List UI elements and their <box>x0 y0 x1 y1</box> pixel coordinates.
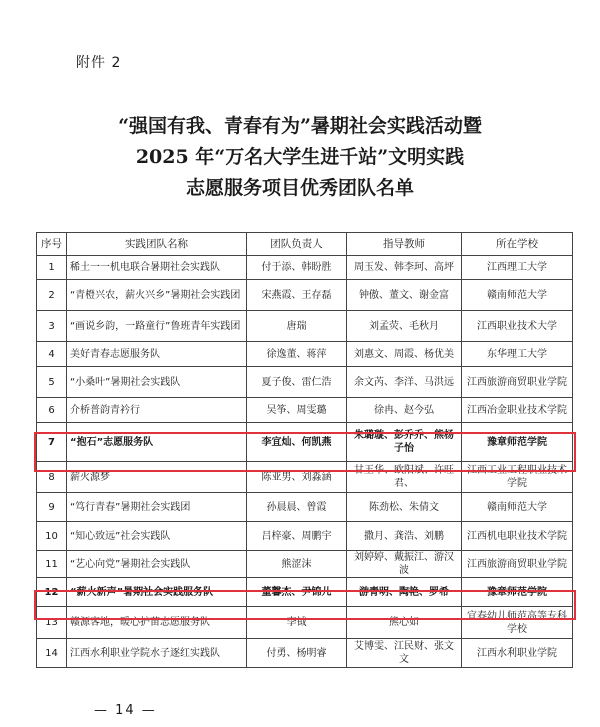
cell-advisor: 撒月、龚浩、刘鹏 <box>347 522 462 551</box>
cell-name: “笃行青春”暑期社会实践团 <box>67 493 247 522</box>
cell-advisor: 钟傲、董文、谢金富 <box>347 280 462 311</box>
cell-school: 江西旅游商贸职业学院 <box>462 551 573 578</box>
cell-leader: 宋燕霞、王存磊 <box>247 280 347 311</box>
cell-school: 江西旅游商贸职业学院 <box>462 367 573 398</box>
cell-leader: 陈亚男、刘淼涵 <box>247 462 347 493</box>
cell-advisor: 刘孟荧、毛秋月 <box>347 311 462 342</box>
table-row <box>37 423 573 462</box>
cell-school: 江西理工大学 <box>462 256 573 280</box>
table-body <box>37 256 573 668</box>
cell-leader: 唐瑞 <box>247 311 347 342</box>
cell-leader: 熊涩沫 <box>247 551 347 578</box>
table-row <box>37 522 573 551</box>
cell-advisor: 刘婷婷、戴振江、游汉波 <box>347 551 462 578</box>
cell-name: “艺心向党”暑期社会实践队 <box>67 551 247 578</box>
header-num: 序号 <box>37 233 67 256</box>
table-row <box>37 256 573 280</box>
cell-school: 江西机电职业技术学院 <box>462 522 573 551</box>
cell-leader: 吴筝、周雯璐 <box>247 398 347 423</box>
header-advisor: 指导教师 <box>347 233 462 256</box>
cell-school: 江西工业工程职业技术学院 <box>462 462 573 493</box>
cell-leader: 孙晨晨、曾霞 <box>247 493 347 522</box>
title-line-3: 志愿服务项目优秀团队名单 <box>185 177 414 199</box>
cell-leader: 董馨杰、尹锦儿 <box>247 578 347 607</box>
cell-num: 11 <box>37 551 67 578</box>
cell-leader: 夏子俊、雷仁浩 <box>247 367 347 398</box>
cell-leader: 李钺 <box>247 607 347 639</box>
cell-school: 豫章师范学院 <box>462 423 573 462</box>
attachment-label: 附件 2 <box>76 55 122 71</box>
table-row <box>37 551 573 578</box>
header-leader: 团队负责人 <box>247 233 347 256</box>
cell-num: 9 <box>37 493 67 522</box>
cell-school: 东华理工大学 <box>462 342 573 367</box>
cell-leader: 李宜灿、何凯燕 <box>247 423 347 462</box>
cell-name: 介桥普韵青衿行 <box>67 398 247 423</box>
table-row <box>37 578 573 607</box>
cell-num: 3 <box>37 311 67 342</box>
cell-num: 10 <box>37 522 67 551</box>
table-header-row <box>37 233 573 256</box>
cell-name: 赣源客地，暖心护苗志愿服务队 <box>67 607 247 639</box>
cell-leader: 徐逸董、蒋萍 <box>247 342 347 367</box>
table-row <box>37 280 573 311</box>
cell-name: “画说乡韵，一路童行”鲁班青年实践团 <box>67 311 247 342</box>
cell-name: 美好青春志愿服务队 <box>67 342 247 367</box>
cell-advisor: 艾博雯、江民财、张文文 <box>347 639 462 668</box>
cell-leader: 付勇、杨明睿 <box>247 639 347 668</box>
cell-school: 江西水利职业学院 <box>462 639 573 668</box>
page-number: — 14 — <box>94 703 157 718</box>
table-row <box>37 639 573 668</box>
cell-num: 7 <box>37 423 67 462</box>
cell-school: 宜春幼儿师范高等专科学校 <box>462 607 573 639</box>
title-line-2: 2025 年“万名大学生进千站”文明实践 <box>135 146 465 168</box>
cell-name: 江西水利职业学院水子逐红实践队 <box>67 639 247 668</box>
cell-num: 12 <box>37 578 67 607</box>
table-row <box>37 398 573 423</box>
cell-name: “知心致远”社会实践队 <box>67 522 247 551</box>
cell-num: 4 <box>37 342 67 367</box>
cell-num: 8 <box>37 462 67 493</box>
table-row <box>37 607 573 639</box>
cell-num: 1 <box>37 256 67 280</box>
cell-name: “青橙兴农，薪火兴乡”暑期社会实践团 <box>67 280 247 311</box>
header-team-name: 实践团队名称 <box>67 233 247 256</box>
cell-num: 13 <box>37 607 67 639</box>
cell-name: 薪火源梦 <box>67 462 247 493</box>
cell-school: 豫章师范学院 <box>462 578 573 607</box>
cell-school: 赣南师范大学 <box>462 280 573 311</box>
cell-advisor: 周玉发、韩李珂、高坪 <box>347 256 462 280</box>
table-row <box>37 367 573 398</box>
cell-school: 江西职业技术大学 <box>462 311 573 342</box>
cell-leader: 吕梓豪、周鹏宇 <box>247 522 347 551</box>
cell-name: “小桑叶”暑期社会实践队 <box>67 367 247 398</box>
cell-advisor: 朱璐璇、彭乔乔、熊杨子怡 <box>347 423 462 462</box>
cell-name: “抱石”志愿服务队 <box>67 423 247 462</box>
cell-num: 6 <box>37 398 67 423</box>
table-row <box>37 311 573 342</box>
cell-num: 2 <box>37 280 67 311</box>
document-title <box>0 111 600 204</box>
cell-school: 江西冶金职业技术学院 <box>462 398 573 423</box>
cell-num: 5 <box>37 367 67 398</box>
cell-advisor: 甘玉华、欧阳斌、许旺君、 <box>347 462 462 493</box>
cell-advisor: 刘惠文、周霞、杨优美 <box>347 342 462 367</box>
cell-advisor: 陈劲松、朱倩文 <box>347 493 462 522</box>
cell-name: “薪火新声”暑期社会实践服务队 <box>67 578 247 607</box>
team-roster-table <box>36 232 573 668</box>
title-line-1: “强国有我、青春有为”暑期社会实践活动暨 <box>118 115 482 137</box>
cell-advisor: 游青明、陶艳、罗希 <box>347 578 462 607</box>
cell-advisor: 徐冉、赵今弘 <box>347 398 462 423</box>
cell-num: 14 <box>37 639 67 668</box>
table-row <box>37 493 573 522</box>
cell-leader: 付于添、韩盼胜 <box>247 256 347 280</box>
table-row <box>37 342 573 367</box>
cell-name: 稀土一一机电联合暑期社会实践队 <box>67 256 247 280</box>
table-row <box>37 462 573 493</box>
cell-school: 赣南师范大学 <box>462 493 573 522</box>
header-school: 所在学校 <box>462 233 573 256</box>
cell-advisor: 熊心如 <box>347 607 462 639</box>
cell-advisor: 余文芮、李洋、马洪远 <box>347 367 462 398</box>
